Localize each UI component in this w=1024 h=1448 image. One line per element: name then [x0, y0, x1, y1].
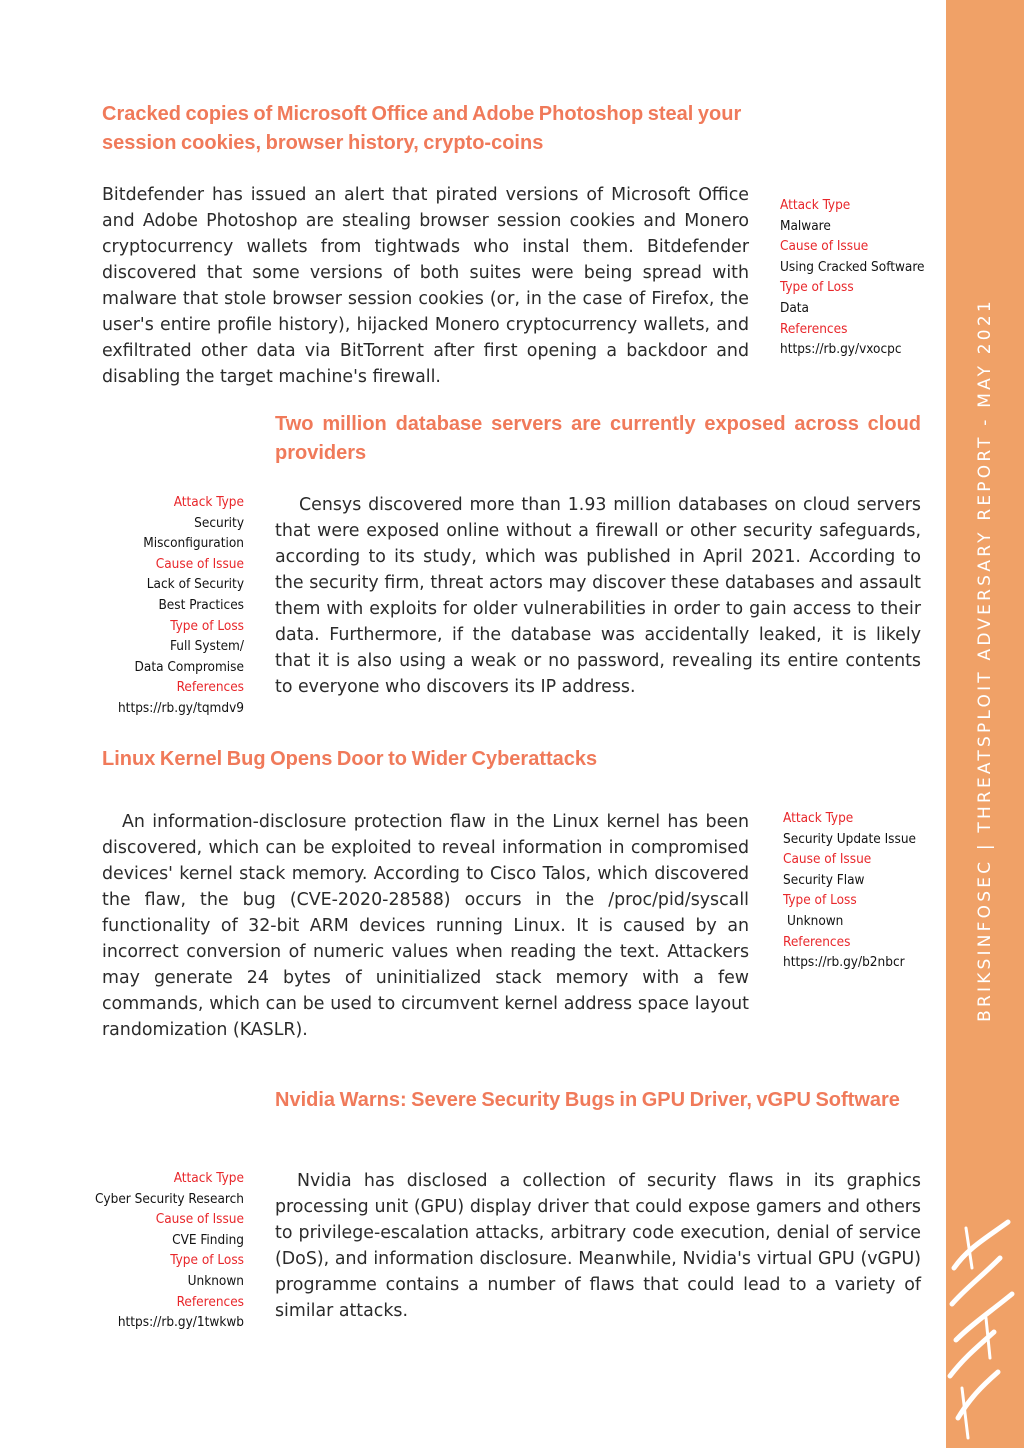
cause-value: Security Flaw — [783, 871, 865, 888]
loss-value: Unknown — [187, 1272, 244, 1289]
reference-link[interactable]: https://rb.gy/tqmdv9 — [117, 699, 244, 716]
references-label: References — [780, 320, 848, 337]
loss-value: Unknown — [787, 912, 844, 929]
cause-value: Using Cracked Software — [780, 258, 925, 275]
side-banner-text: BRIKSINFOSEC | THREATSPLOIT ADVERSARY REPORT - MAY 2021 — [975, 298, 995, 1022]
loss-value: Full System/ — [170, 638, 244, 655]
cause-value: Lack of Security — [146, 576, 244, 593]
references-label: References — [176, 1293, 244, 1310]
article-body: An information-disclosure protection flaw in the Linux kernel has been discovered, which can be exploited to reveal information in compromised devices' kernel stack memory. According to Cisco Talos, which discovered the flaw, the bug (CVE-2020-28588) occurs in the /proc/pid/syscall functionality of 32-bit ARM devices running Linux. It is caused by an incorrect conversion of numeric values when reading the text. Attackers may generate 24 bytes of uninitialized stack memory with a few commands, which can be used to circumvent kernel address space layout randomization (KASLR). — [102, 812, 749, 1040]
attack-type-value: Malware — [780, 217, 831, 234]
reference-link[interactable]: https://rb.gy/1twkwb — [117, 1314, 244, 1331]
article-title: Two million database servers are currently exposed across cloud providers — [275, 413, 921, 464]
references-label: References — [176, 679, 244, 696]
article-meta — [90, 492, 244, 719]
article-title: Nvidia Warns: Severe Security Bugs in GPU Driver, vGPU Software — [275, 1089, 900, 1111]
reference-link[interactable]: https://rb.gy/b2nbcr — [783, 954, 905, 971]
article-title: Cracked copies of Microsoft Office and Adobe Photoshop steal your session cookies, browser history, crypto-coins — [102, 103, 742, 154]
attack-type-value: Security Update Issue — [783, 830, 916, 847]
article-meta — [783, 808, 943, 973]
attack-type-value: Cyber Security Research — [94, 1190, 244, 1207]
attack-type-label: Attack Type — [173, 494, 244, 510]
cause-label: Cause of Issue — [780, 238, 869, 255]
loss-label: Type of Loss — [783, 892, 857, 909]
loss-label: Type of Loss — [780, 279, 854, 296]
cause-label: Cause of Issue — [155, 555, 244, 572]
reference-link[interactable]: https://rb.gy/vxocpc — [780, 341, 902, 358]
loss-label: Type of Loss — [170, 617, 244, 634]
attack-type-label: Attack Type — [173, 1170, 244, 1186]
cause-value: Best Practices — [158, 596, 244, 613]
cause-value: CVE Finding — [172, 1231, 244, 1248]
cause-label: Cause of Issue — [783, 851, 872, 868]
attack-type-value: Misconfiguration — [143, 535, 244, 552]
brush-stroke-decoration — [946, 1208, 1024, 1448]
article-body: Nvidia has disclosed a collection of security flaws in its graphics processing unit (GPU) display driver that could expose gamers and others to privilege-escalation attacks, arbitrary code execution, denial of service (DoS), and information disclosure. Meanwhile, Nvidia's virtual GPU (vGPU) programme contains a number of flaws that could lead to a variety of similar attacks. — [275, 1171, 921, 1321]
article-meta — [780, 195, 940, 360]
article-title: Linux Kernel Bug Opens Door to Wider Cyberattacks — [102, 748, 598, 770]
attack-type-value: Security — [194, 514, 244, 531]
attack-type-label: Attack Type — [780, 197, 851, 213]
cause-label: Cause of Issue — [155, 1211, 244, 1228]
loss-value: Data — [780, 299, 809, 316]
article-body: Bitdefender has issued an alert that pirated versions of Microsoft Office and Adobe Photoshop are stealing browser session cookies and Monero cryptocurrency wallets from tightwads who instal them. Bitdefender discovered that some versions of both suites were being spread with malware that stole browser session cookies (or, in the case of Firefox, the user's entire profile history), hijacked Monero cryptocurrency wallets, and exfiltrated other data via BitTorrent after first opening a backdoor and disabling the target machine's firewall. — [102, 185, 749, 387]
loss-value: Data Compromise — [134, 658, 244, 675]
references-label: References — [783, 933, 851, 950]
loss-label: Type of Loss — [170, 1252, 244, 1269]
attack-type-label: Attack Type — [783, 810, 854, 826]
article-meta — [60, 1168, 244, 1333]
article-body: Censys discovered more than 1.93 million databases on cloud servers that were exposed online without a firewall or other security safeguards, according to its study, which was published in April 2021. According to the security firm, threat actors may discover these databases and assault them with exploits for older vulnerabilities in order to gain access to their data. Furthermore, if the database was accidentally leaked, it is likely that it is also using a weak or no password, revealing its entire contents to everyone who discovers its IP address. — [275, 495, 921, 697]
